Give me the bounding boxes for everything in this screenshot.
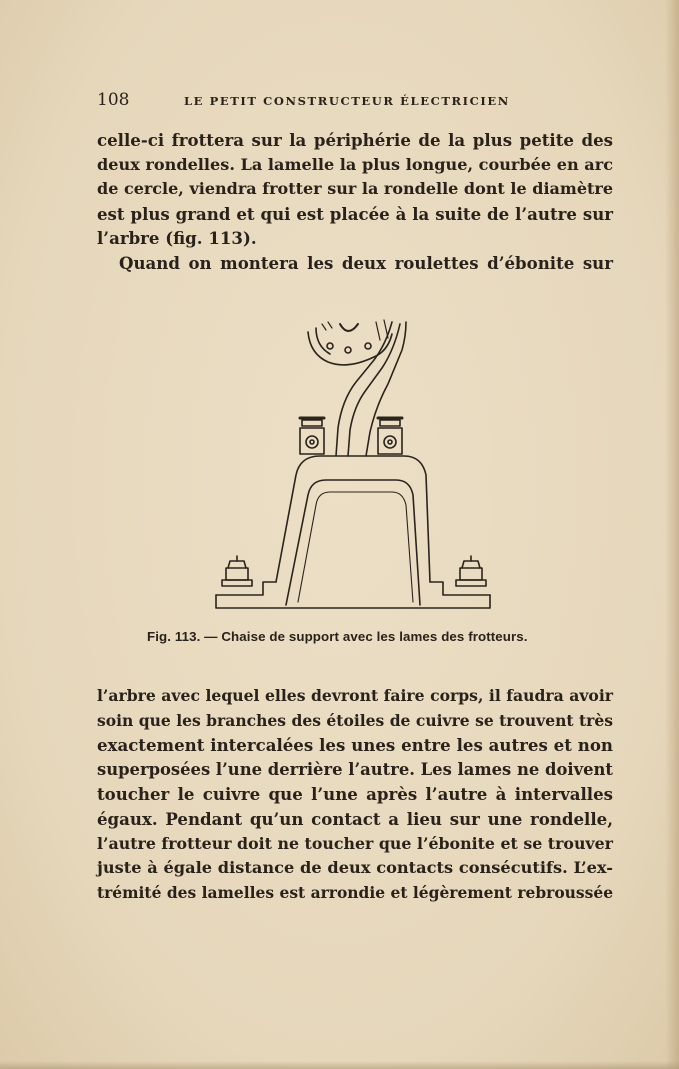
- figure-113-illustration: [208, 310, 498, 615]
- page-edge-shadow: [665, 0, 679, 1069]
- text-line: l’autre frotteur doit ne toucher que l’ébonite et se trouver: [97, 833, 613, 853]
- text-line: soin que les branches des étoiles de cuivre se trouvent très: [97, 710, 614, 730]
- text-line: deux rondelles. La lamelle la plus longue, courbée en arc: [97, 154, 613, 174]
- right-terminal: [378, 418, 402, 454]
- page-bottom-shadow: [0, 1061, 679, 1069]
- blade-right: [366, 322, 406, 456]
- text-line: de cercle, viendra frotter sur la rondelle dont le diamètre: [97, 179, 613, 199]
- support-chair-drawing: [208, 310, 498, 615]
- text-line: juste à égale distance de deux contacts consécutifs. L’ex-: [97, 858, 613, 878]
- text-line: Quand on montera les deux roulettes d’ébonite sur: [119, 252, 613, 273]
- text-line: l’arbre avec lequel elles devront faire corps, il faudra avoir: [97, 686, 613, 705]
- text-line: toucher le cuivre que l’une après l’autre à intervalles: [97, 784, 613, 805]
- running-title: LE PETIT CONSTRUCTEUR ÉLECTRICIEN: [184, 94, 510, 108]
- text-line: égaux. Pendant qu’un contact a lieu sur une rondelle,: [97, 808, 613, 829]
- text-line: est plus grand et qui est placée à la suite de l’autre sur: [97, 203, 613, 224]
- figure-caption: Fig. 113. — Chaise de support avec les lames des frotteurs.: [147, 629, 528, 644]
- right-bolt: [456, 556, 486, 586]
- arch-inner: [286, 480, 420, 605]
- blade-left: [336, 322, 392, 456]
- page-header: [97, 90, 537, 112]
- left-bolt: [222, 556, 252, 586]
- base-outline: [216, 595, 490, 608]
- paragraph-bottom: [97, 684, 613, 905]
- paragraph-top: [97, 128, 613, 276]
- text-line: superposées l’une derrière l’autre. Les lames ne doivent: [97, 759, 613, 779]
- text-line: trémité des lamelles est arrondie et légèrement rebroussée: [97, 882, 614, 902]
- text-line: l’arbre (fig. 113).: [97, 228, 257, 249]
- page-number: 108: [97, 90, 130, 110]
- text-line: celle-ci frottera sur la périphérie de la plus petite des: [97, 130, 613, 150]
- text-line: exactement intercalées les unes entre les autres et non: [97, 735, 613, 756]
- left-terminal: [300, 418, 324, 454]
